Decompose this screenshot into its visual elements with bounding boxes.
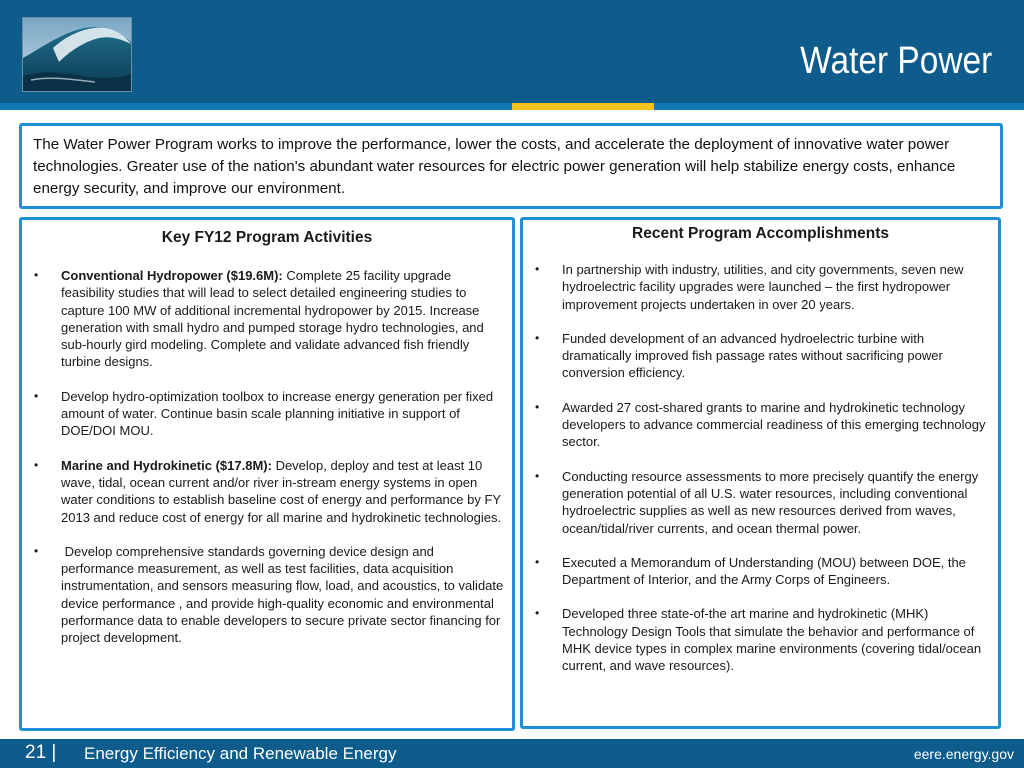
accent-stripe-yellow [512, 103, 654, 110]
accomplishments-panel [520, 217, 1001, 729]
item-text: Executed a Memorandum of Understanding (MOU) between DOE, the Department of Interior, and the Army Corps of Engineers. [562, 554, 966, 588]
bullet-icon: • [34, 457, 39, 472]
header-bar [0, 0, 1024, 103]
page-title: Water Power [799, 40, 992, 82]
item-text: Developed three state-of-the art marine and hydrokinetic (MHK) Technology Design Tools that simulate the behavior and performance of MHK device types in complex marine environments (covering tidal/ocean current, and wave resources). [562, 606, 982, 674]
item-text: In partnership with industry, utilities, and city governments, seven new hydroelectric facility upgrades were launched – the first hydropower improvement projects undertaken in over 20 years. [562, 262, 964, 312]
item-text: Develop, deploy and test at least 10 wave, tidal, ocean current and/or river in-stream energy systems in open water conditions to establish baseline cost of energy and performance by FY 2013 and reduce cost of energy for all marine and hydrokinetic technologies. [61, 457, 502, 525]
item-text: Develop hydro-optimization toolbox to increase energy generation per fixed amount of water. Continue basin scale planning initiative in support of DOE/DOI MOU. [61, 388, 494, 439]
accomplishments-title: Recent Program Accomplishments [632, 225, 889, 242]
list-item [535, 261, 988, 313]
bullet-icon: • [535, 554, 540, 569]
page-number: 21 | [25, 742, 57, 763]
activities-list [22, 267, 512, 647]
footer-org-name: Energy Efficiency and Renewable Energy [84, 744, 397, 763]
accent-stripe-blue-right [654, 103, 1024, 110]
bullet-icon: • [535, 399, 540, 414]
intro-box [19, 123, 1003, 209]
item-heading: Conventional Hydropower ($19.6M): [61, 268, 283, 283]
bullet-icon: • [535, 330, 540, 345]
bullet-icon: • [535, 468, 540, 483]
item-text: Develop comprehensive standards governing device design and performance measurement, as well as test facilities, data acquisition instrumentation, and sensors measuring flow, load, and acoustics, to validate device performance , and provide high-quality economic and environmental performance data to enable developers to secure private sector financing for project development. [61, 543, 507, 646]
bullet-icon: • [535, 262, 540, 276]
bullet-icon: • [34, 388, 39, 403]
list-item [535, 468, 988, 537]
footer-url: eere.energy.gov [913, 746, 1014, 762]
activities-panel [19, 217, 515, 731]
item-text: Complete 25 facility upgrade feasibility studies that will lead to select detailed engineering studies to capture 100 MW of additional incremental hydropower by 2015. Increase generation with small hydro and pumped storage hydro technologies, and sub-hourly gird modeling. Complete and validate advanced fish friendly turbine designs. [61, 268, 484, 370]
list-item [535, 399, 988, 451]
intro-text: The Water Power Program works to improve the performance, lower the costs, and accelerate the deployment of innovative water power technologies. Greater use of the nation's abundant water resources for electric power generation will help stabilize energy costs, enhance energy security, and improve our environment. [33, 136, 956, 197]
accent-stripe-blue [0, 103, 512, 110]
list-item [34, 457, 504, 526]
bullet-icon: • [34, 543, 39, 558]
footer-bar [0, 739, 1024, 768]
activities-title: Key FY12 Program Activities [161, 229, 373, 246]
list-item [535, 330, 988, 382]
item-text: Funded development of an advanced hydroelectric turbine with dramatically improved fish passage rates without sacrificing power conversion efficiency. [562, 330, 943, 381]
bullet-icon: • [535, 606, 540, 621]
item-heading: Marine and Hydrokinetic ($17.8M): [61, 457, 272, 473]
accomplishments-list [523, 261, 998, 675]
wave-photo-icon [22, 17, 132, 92]
item-text: Conducting resource assessments to more precisely quantify the energy generation potential of all U.S. water resources, including conventional hydroelectric supplies as well as new resources derived from waves, ocean/tidal/river currents, and ocean thermal power. [562, 468, 979, 536]
list-item [34, 388, 504, 440]
list-item [34, 267, 504, 371]
list-item [535, 554, 988, 589]
list-item [535, 605, 988, 674]
list-item [34, 543, 507, 647]
item-text: Awarded 27 cost-shared grants to marine and hydrokinetic technology developers to advance commercial readiness of this emerging technology sector. [562, 399, 986, 450]
bullet-icon: • [34, 268, 39, 282]
